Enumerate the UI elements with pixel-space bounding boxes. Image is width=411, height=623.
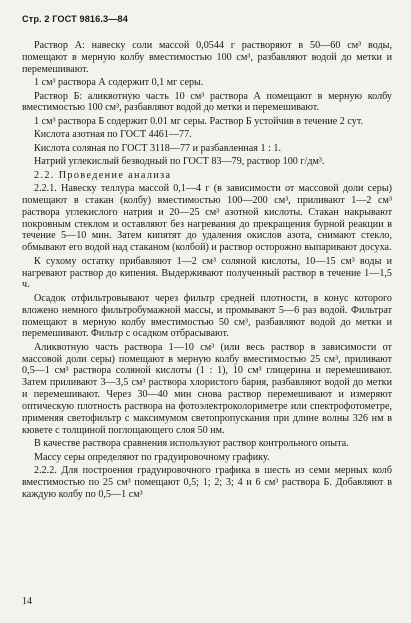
paragraph-filtration: Осадок отфильтровывают через фильтр средней плотности, в конус которого вложено немного фильтробумажной массы, и промывают 5—6 раз водой. Фильтрат помещают в мерную колбу вместимостью 50 см³, разбавляют водой до метки и перемешивают. Фильтр с осадком отбрасывают. xyxy=(22,292,392,340)
page-header: Стр. 2 ГОСТ 9816.3—84 xyxy=(22,14,128,24)
paragraph-hydrochloric-acid: Кислота соляная по ГОСТ 3118—77 и разбавленная 1 : 1. xyxy=(34,142,282,154)
paragraph-sulfur-mass: Массу серы определяют по градуировочному графику. xyxy=(34,451,270,463)
paragraph-nitric-acid: Кислота азотная по ГОСТ 4461—77. xyxy=(34,129,192,141)
paragraph-sodium-carbonate: Натрий углекислый безводный по ГОСТ 83—79, раствор 100 г/дм³. xyxy=(34,156,325,168)
paragraph-aliquot: Аликвотную часть раствора 1—10 см³ (или весь раствор в зависимости от массовой доли серы) помещают в мерную колбу вместимостью 25 см³, приливают 0,5—1 см³ раствора соляной кислоты (1 : 1), 10 см³ глицерина и перемешивают. Затем приливают 3—3,5 см³ раствора хлористого бария, разбавляют водой до метки и перемешивают. Через 30—40 мин снова раствор перемешивают и измеряют оптическую плотность раствора на фотоэлектроколориметре или спектрофотометре, применяя светофильтр с максимумом светопропускания при длине волны 326 нм в кювете с толщиной поглощающего слоя 50 нм. xyxy=(22,341,392,436)
paragraph-solution-a: Раствор А: навеску соли массой 0,0544 г растворяют в 50—60 см³ воды, помещают в мерную колбу вместимостью 100 см³, разбавляют водой до метки и перемешивают. xyxy=(22,40,392,75)
paragraph-solution-b-content: 1 см³ раствора Б содержит 0.01 мг серы. Раствор Б устойчив в течение 2 сут. xyxy=(34,115,364,127)
page-number: 14 xyxy=(22,596,32,607)
paragraph-solution-a-content: 1 см³ раствора А содержит 0,1 мг серы. xyxy=(34,77,204,89)
paragraph-2-2-2: 2.2.2. Для построения градуировочного графика в шесть из семи мерных колб вместимостью по 25 см³ помещают 0,5; 1; 2; 3; 4 и 6 см³ раствора Б. Добавляют в каждую колбу по 0,5—1 см³ xyxy=(22,465,392,500)
paragraph-2-2-1: 2.2.1. Навеску теллура массой 0,1—4 г (в зависимости от массовой доли серы) помещают в стакан (колбу) вместимостью 100—200 см³, приливают 1—2 см³ раствора углекислого натрия и 20—25 см³ азотной кислоты. Стакан накрывают покровным стеклом и оставляют без нагревания до прекращения бурной реакции в течение 5—10 мин. Затем кипятят до удаления окислов азота, снимают стекло, обмывают его водой над стаканом (колбой) и раствор осторожно выпаривают досуха. xyxy=(22,183,392,254)
paragraph-reference-solution: В качестве раствора сравнения используют раствор контрольного опыта. xyxy=(34,438,349,450)
body-text xyxy=(22,40,392,501)
paragraph-solution-b: Раствор Б: аликвотную часть 10 см³ раствора А помещают в мерную колбу вместимостью 100 см³, разбавляют водой до метки и перемешивают. xyxy=(22,90,392,114)
section-heading-analysis: 2.2. Проведение анализа xyxy=(34,169,172,181)
paragraph-dry-residue: К сухому остатку прибавляют 1—2 см³ соляной кислоты, 10—15 см³ воды и нагревают раствор до кипения. Выдерживают полученный раствор в течение 1—1,5 ч. xyxy=(22,255,392,291)
